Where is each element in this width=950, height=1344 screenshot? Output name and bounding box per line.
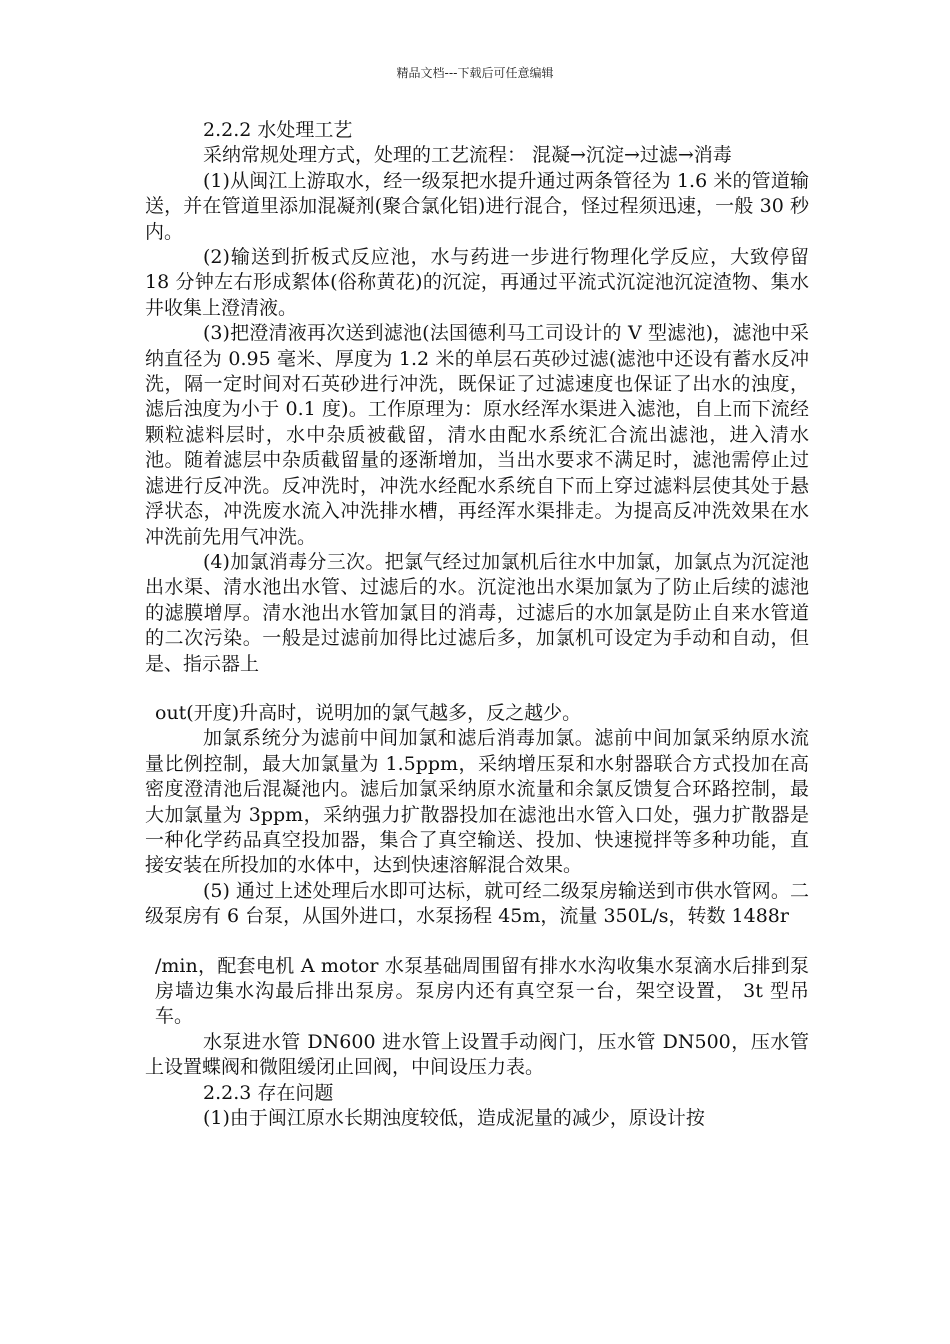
section-heading-2-2-3: 2.2.3 存在问题 (203, 1081, 334, 1104)
paragraph-problem-1: (1)由于闽江原水长期浊度较低，造成泥量的减少，原设计按 (203, 1107, 705, 1130)
paragraph-pump-station: (5) 通过上述处理后水即可达标，就可经二级泵房输送到市供水管网。二级泵房有 6 台泵，从国外进口，水泵扬程 45m，流量 350L/s，转数 1488r (145, 879, 809, 928)
paragraph-filtration: (3)把澄清液再次送到滤池(法国德利马工司设计的 V 型滤池)，滤池中采纳直径为 0.95 毫米、厚度为 1.2 米的单层石英砂过滤(滤池中还设有蓄水反冲洗，隔一定时间对石英砂进行冲洗，既保证了过滤速度也保证了出水的浊度，滤后浊度为小于 0.1 度)。工作原理为：原水经浑水渠进入滤池，自上而下流经颗粒滤料层时，水中杂质被截留，清水由配水系统汇合流出滤池，进入清水池。随着滤层中杂质截留量的逐渐增加，当出水要求不满足时，滤池需停止过滤进行反冲洗。反冲洗时，冲洗水经配水系统自下而上穿过滤料层使其处于悬浮状态，冲洗废水流入冲洗排水槽，再经浑水渠排走。为提高反冲洗效果在水冲洗前先用气冲洗。 (145, 322, 809, 548)
paragraph-pump-station-continued: /min，配套电机 A motor 水泵基础周围留有排水水沟收集水泵滴水后排到泵房墙边集水沟最后排出泵房。泵房内还有真空泵一台，架空设置， 3t 型吊车。 (155, 954, 809, 1028)
paragraph-pipes: 水泵进水管 DN600 进水管上设置手动阀门，压水管 DN500，压水管上设置蝶阀和微阻缓闭止回阀，中间设压力表。 (145, 1030, 809, 1079)
process-intro-paragraph: 采纳常规处理方式，处理的工艺流程： 混凝→沉淀→过滤→消毒 (203, 144, 732, 167)
page-gap (145, 677, 809, 701)
paragraph-intake: (1)从闽江上游取水，经一级泵把水提升通过两条管径为 1.6 米的管道输送，并在管道里添加混凝剂(聚合氯化铝)进行混合，怪过程须迅速，一般 30 秒内。 (145, 169, 809, 243)
paragraph-chlorination-continued: out(开度)升高时，说明加的氯气越多，反之越少。 (155, 701, 582, 724)
paragraph-chlorination-system: 加氯系统分为滤前中间加氯和滤后消毒加氯。滤前中间加氯采纳原水流量比例控制，最大加氯量为 1.5ppm，采纳增压泵和水射器联合方式投加在高密度澄清池后混凝池内。滤后加氯采纳原水流量和余氯反馈复合环路控制，最大加氯量为 3ppm，采纳强力扩散器投加在滤池出水管入口处，强力扩散器是一种化学药品真空投加器，集合了真空输送、投加、快速搅拌等多种功能，直接安装在所投加的水体中，达到快速溶解混合效果。 (145, 727, 809, 877)
page-gap (145, 930, 809, 954)
page-header: 精品文档---下载后可任意编辑 (396, 66, 554, 80)
document-body (145, 118, 809, 1131)
paragraph-chlorination: (4)加氯消毒分三次。把氯气经过加氯机后往水中加氯，加氯点为沉淀池出水渠、清水池出水管、过滤后的水。沉淀池出水渠加氯为了防止后续的滤池的滤膜增厚。清水池出水管加氯目的消毒，过滤后的水加氯是防止自来水管道的二次污染。一般是过滤前加得比过滤后多，加氯机可设定为手动和自动，但是、指示器上 (145, 550, 809, 675)
paragraph-reaction: (2)输送到折板式反应池，水与药进一步进行物理化学反应，大致停留 18 分钟左右形成絮体(俗称黄花)的沉淀，再通过平流式沉淀池沉淀渣物、集水井收集上澄清液。 (145, 246, 809, 319)
section-heading-2-2-2: 2.2.2 水处理工艺 (203, 119, 353, 141)
